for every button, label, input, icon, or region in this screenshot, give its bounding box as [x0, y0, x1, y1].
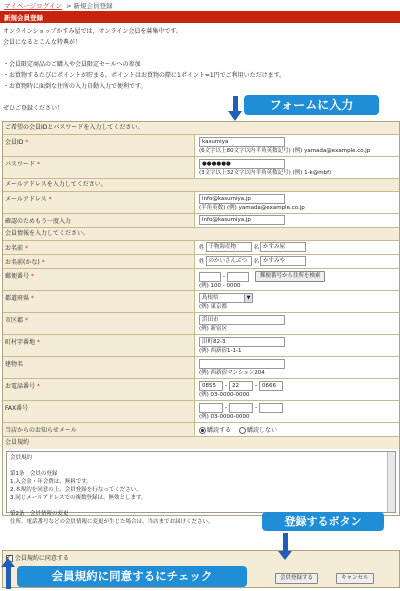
- prefecture-label: 都道府県: [5, 295, 30, 302]
- zip-search-button[interactable]: 郵便番号から住所を検索: [255, 271, 326, 282]
- city-input[interactable]: 浜田市: [199, 315, 285, 325]
- password-input[interactable]: ●●●●●●: [199, 159, 285, 169]
- zip-second-input[interactable]: [227, 272, 249, 282]
- prefecture-select[interactable]: [199, 293, 253, 303]
- phone-first-input[interactable]: 0855: [199, 381, 223, 391]
- last-name-kana-input[interactable]: のかいさんぶつ: [206, 256, 252, 266]
- email-input[interactable]: info@kasumiya.jp: [199, 194, 285, 204]
- annotation-agree-checkbox: 会員規約に同意するにチェック: [17, 566, 247, 587]
- building-input[interactable]: [199, 359, 285, 369]
- newsletter-unsubscribe-label: 購読しない: [246, 427, 277, 434]
- annotation-arrow-register: [283, 533, 288, 553]
- phone-label: お電話番号: [5, 383, 36, 390]
- city-note: (例) 新宿区: [199, 326, 228, 332]
- required-mark: *: [48, 196, 52, 203]
- prefecture-selected-value: 島根県: [202, 295, 219, 301]
- building-note: (例) 西新宿マンション204: [199, 370, 265, 376]
- annotation-arrow-agree: [6, 565, 11, 589]
- intro-line: ・お買物時に面倒な住所の入力自動入力で便利です。: [3, 83, 147, 90]
- building-row: [3, 357, 399, 379]
- intro-line: ・会員限定商品のご購入や会員限定セールへの参加: [3, 61, 141, 68]
- zip-label: 郵便番号: [5, 273, 30, 280]
- account-section-heading: ご希望の会員IDとパスワードを入力してください。: [3, 122, 399, 135]
- mei-prefix: 名: [253, 245, 259, 251]
- terms-line: 住所、電話番号などの会員情報に変更が生じた場合は、当店までお届けください。: [10, 519, 214, 525]
- zip-note: (例) 100 - 0000: [199, 283, 241, 289]
- fax-dash: -: [254, 404, 258, 412]
- name-label: お名前: [5, 245, 24, 252]
- sei-prefix: 姓: [199, 245, 205, 251]
- breadcrumb-current: > 新規会員登録: [66, 2, 113, 10]
- page-header: [0, 11, 400, 23]
- zip-first-input[interactable]: [199, 272, 221, 282]
- terms-heading: 会員規約: [3, 437, 399, 449]
- breadcrumb: [0, 0, 400, 11]
- required-mark: *: [24, 245, 28, 252]
- sei-prefix: 姓: [199, 259, 205, 265]
- member-id-note: (6文字以上80文字以内半角英数記号) (例) yamada@example.co.jp: [199, 148, 371, 154]
- last-name-input[interactable]: 千物海産物: [206, 242, 252, 252]
- town-note: (例) 西新宿1-1-1: [199, 348, 242, 354]
- newsletter-unsubscribe-radio[interactable]: [239, 427, 246, 434]
- zip-row: [3, 269, 399, 291]
- first-name-kana-input[interactable]: かすみや: [260, 256, 306, 266]
- required-mark: *: [24, 317, 28, 324]
- required-mark: *: [30, 295, 34, 302]
- fax-dash: -: [224, 404, 228, 412]
- fax-first-input[interactable]: [199, 403, 223, 413]
- email-row: [3, 192, 399, 214]
- first-name-input[interactable]: かすみ屋: [260, 242, 306, 252]
- prefecture-row: [3, 291, 399, 313]
- password-label: パスワード: [5, 161, 36, 168]
- town-label: 町村字番地: [5, 339, 36, 346]
- terms-scrollbar[interactable]: [387, 452, 395, 512]
- town-row: [3, 335, 399, 357]
- required-mark: *: [41, 259, 45, 266]
- intro-line: ・お買物するたびにポイントが貯まる。ポイントはお買物の際に1ポイント=1円でご利用いただけます。: [3, 72, 286, 79]
- intro-line: オンラインショップかすみ屋では、オンライン会員を募集中です。: [3, 28, 182, 35]
- building-label: 建物名: [5, 361, 24, 368]
- arrow-up-icon: [1, 558, 15, 567]
- required-mark: *: [25, 139, 29, 146]
- newsletter-row: [3, 423, 399, 437]
- intro-line: [3, 48, 398, 59]
- terms-line: 2.本規約を同意の上、会員登録を行なってください。: [10, 487, 142, 493]
- phone-second-input[interactable]: 22: [229, 381, 253, 391]
- terms-line: 1.入会金・年会費は、無料です。: [10, 479, 92, 485]
- register-button[interactable]: 会員登録する: [275, 573, 318, 584]
- password-note: (3文字以上32文字以内半角英数記号) (例) 1-k@mbf): [199, 170, 332, 176]
- name-kana-label: お名前(かな): [5, 259, 40, 266]
- email-section-heading: メールアドレスを入力してください。: [3, 179, 399, 192]
- mei-prefix: 名: [253, 259, 259, 265]
- member-id-row: [3, 135, 399, 157]
- zip-dash: -: [222, 273, 226, 280]
- arrow-down-icon: [228, 111, 242, 121]
- terms-line: 3.同じメールアドレスでの複数登録は、無効とします。: [10, 495, 147, 501]
- member-id-label: 会員ID: [5, 139, 24, 146]
- arrow-down-icon: [278, 551, 292, 560]
- city-row: [3, 313, 399, 335]
- city-label: 市区郡: [5, 317, 24, 324]
- terms-line: 第2条 会員情報の変更: [10, 511, 69, 517]
- terms-line: 会員規約: [10, 455, 33, 461]
- email-label: メールアドレス: [5, 196, 47, 203]
- newsletter-label: 当店からのお知らせメール: [5, 427, 77, 434]
- phone-row: [3, 379, 399, 401]
- newsletter-subscribe-label: 購読する: [207, 427, 232, 434]
- required-mark: *: [36, 161, 40, 168]
- phone-dash: -: [254, 382, 258, 390]
- email-confirm-label: 確認のためもう一度入力: [5, 218, 72, 225]
- fax-third-input[interactable]: [259, 403, 283, 413]
- fax-second-input[interactable]: [229, 403, 253, 413]
- cancel-button[interactable]: キャンセル: [336, 573, 374, 584]
- password-row: [3, 157, 399, 179]
- required-mark: *: [30, 273, 34, 280]
- page-title: 新規会員登録: [4, 14, 43, 22]
- email-confirm-row: [3, 214, 399, 228]
- name-kana-row: [3, 255, 399, 269]
- email-note: (半角英数) (例) yamada@example.co.jp: [199, 205, 305, 211]
- phone-note: (例) 03-0000-0000: [199, 392, 250, 398]
- fax-note: (例) 03-0000-0000: [199, 414, 250, 420]
- newsletter-subscribe-radio[interactable]: [199, 427, 206, 434]
- breadcrumb-mypage-login-link[interactable]: マイページログイン: [4, 2, 62, 10]
- phone-third-input[interactable]: 0666: [259, 381, 283, 391]
- terms-line: [10, 502, 385, 510]
- member-id-input[interactable]: kasumiya: [199, 137, 285, 147]
- chevron-down-icon: ▼: [244, 294, 252, 302]
- name-row: [3, 241, 399, 255]
- terms-line: [10, 462, 385, 470]
- fax-row: [3, 401, 399, 423]
- terms-line: 第1条 会員の登録: [10, 471, 58, 477]
- town-input[interactable]: 田町82-3: [199, 337, 285, 347]
- required-mark: *: [36, 383, 40, 390]
- email-confirm-input[interactable]: info@kasumiya.jp: [199, 215, 285, 225]
- agree-terms-label: 会員規約に同意する: [14, 555, 69, 562]
- phone-dash: -: [224, 382, 228, 390]
- member-section-heading: 会員情報を入力してください。: [3, 228, 399, 241]
- intro-line: 会員になるとこんな特典が！: [3, 39, 82, 46]
- required-mark: *: [36, 339, 40, 346]
- prefecture-note: (例) 東京都: [199, 304, 228, 310]
- fax-label: FAX番号: [5, 405, 29, 412]
- annotation-form-input: フォームに入力: [244, 95, 379, 115]
- annotation-register-button: 登録するボタン: [262, 512, 384, 531]
- intro-line: ぜひご登録ください！: [3, 105, 64, 112]
